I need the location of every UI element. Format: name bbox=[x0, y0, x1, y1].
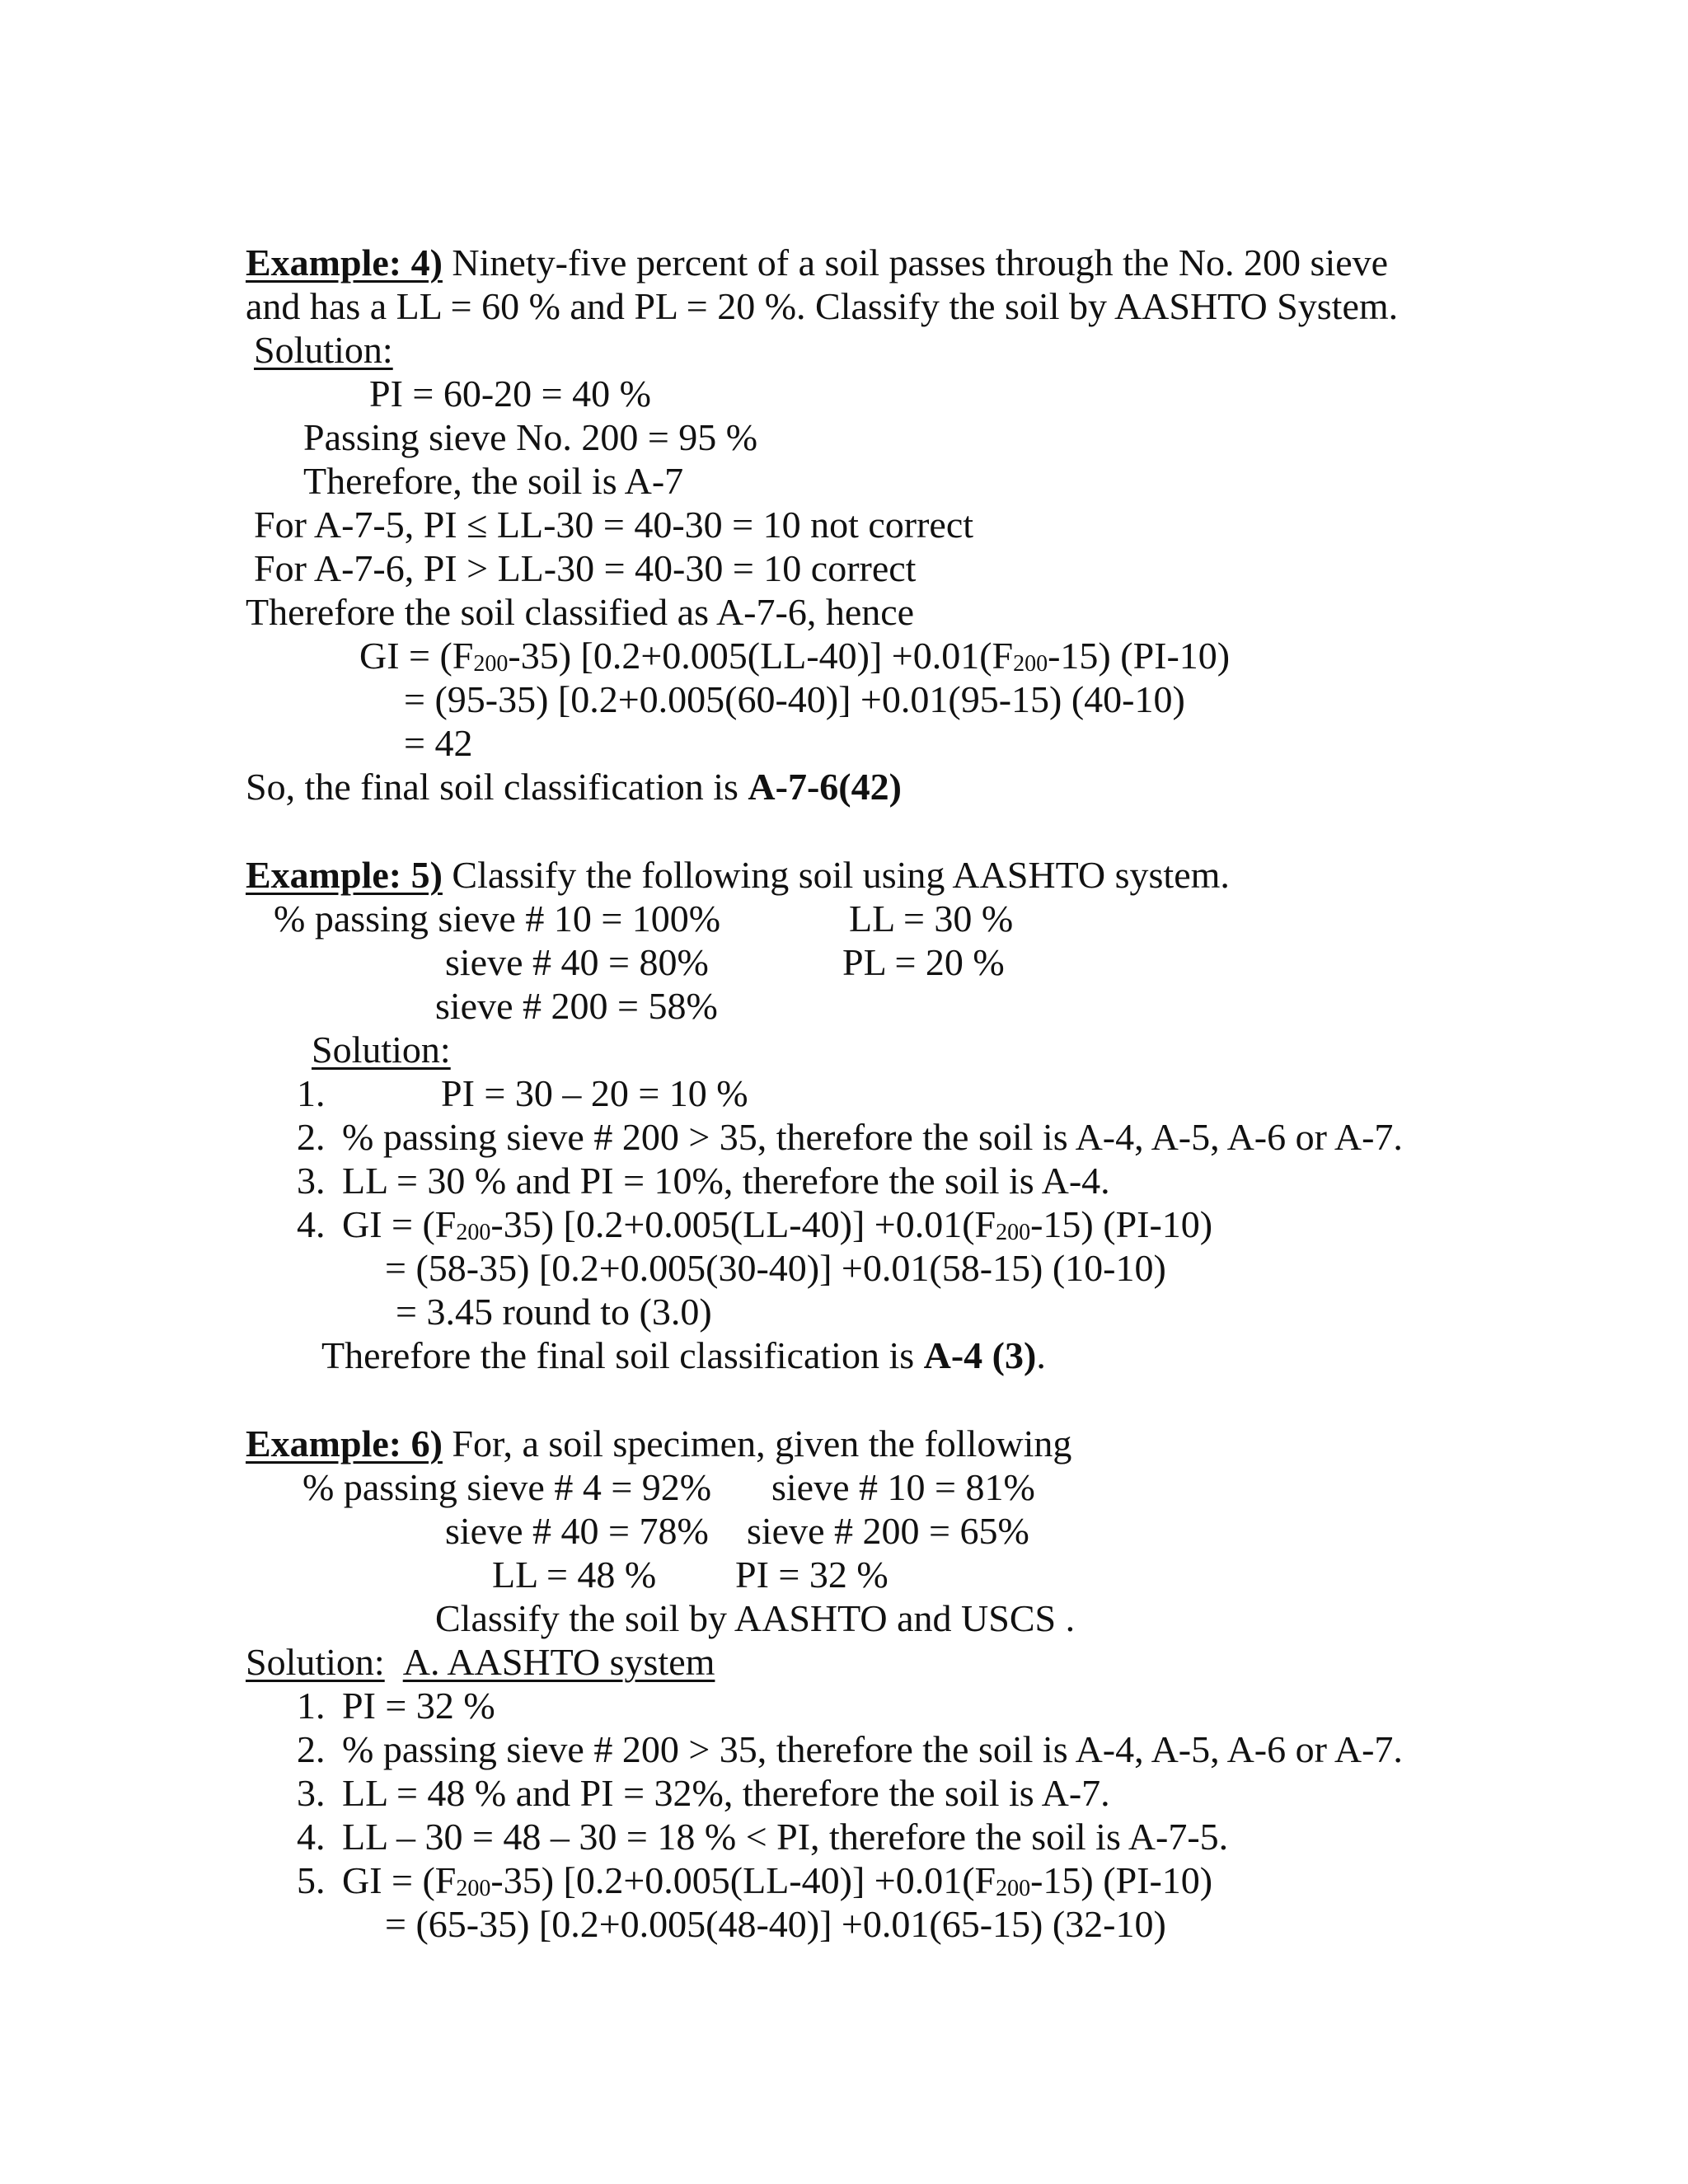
example-4-gi-result: = 42 bbox=[404, 722, 473, 764]
example-4-heading: Example: 4) bbox=[246, 241, 443, 284]
gi-formula-part: -15) (PI-10) bbox=[1030, 1203, 1213, 1245]
example-5-gi-substitution: = (58-35) [0.2+0.005(30-40)] +0.01(58-15) (10-10) bbox=[385, 1247, 1166, 1289]
example-5-line-1 bbox=[246, 853, 1230, 898]
example-5-step-4-number: 4. bbox=[297, 1203, 326, 1245]
example-5-pl: PL = 20 % bbox=[842, 941, 1005, 983]
example-6-sieve-10: sieve # 10 = 81% bbox=[771, 1466, 1035, 1508]
example-6-pi: PI = 32 % bbox=[735, 1554, 889, 1596]
example-6-ll: LL = 48 % bbox=[492, 1554, 657, 1596]
example-4-final bbox=[246, 765, 902, 809]
example-4-solution-label: Solution: bbox=[254, 329, 393, 371]
example-6-heading: Example: 6) bbox=[246, 1422, 443, 1465]
example-4-line-2: and has a LL = 60 % and PL = 20 %. Classify the soil by AASHTO System. bbox=[246, 285, 1399, 327]
gi-formula-part: -15) (PI-10) bbox=[1030, 1859, 1213, 1901]
gi-formula-part: -35) [0.2+0.005(LL-40)] +0.01(F bbox=[508, 635, 1014, 677]
example-6-sieve-40: sieve # 40 = 78% bbox=[445, 1510, 709, 1552]
example-4-gi-formula bbox=[359, 634, 1230, 678]
gi-subscript: 200 bbox=[1013, 651, 1048, 677]
example-5-text-1: Classify the following soil using AASHTO system. bbox=[442, 854, 1230, 896]
example-5-heading: Example: 5) bbox=[246, 854, 443, 896]
example-4-text-1: Ninety-five percent of a soil passes through the No. 200 sieve bbox=[442, 241, 1389, 284]
gi-subscript: 200 bbox=[996, 1220, 1031, 1245]
gi-subscript: 200 bbox=[473, 651, 509, 677]
gi-formula-part: -35) [0.2+0.005(LL-40)] +0.01(F bbox=[490, 1859, 996, 1901]
gi-formula-part: GI = (F bbox=[359, 635, 474, 677]
gi-subscript: 200 bbox=[456, 1220, 491, 1245]
example-6-classify: Classify the soil by AASHTO and USCS . bbox=[435, 1597, 1076, 1639]
gi-formula-part: GI = (F bbox=[342, 1859, 457, 1901]
final-classification: A-4 (3) bbox=[923, 1334, 1037, 1376]
example-5-solution-label: Solution: bbox=[312, 1029, 451, 1071]
example-5-step-3: LL = 30 % and PI = 10%, therefore the soil is A-4. bbox=[342, 1160, 1110, 1202]
example-6-step-4-number: 4. bbox=[297, 1816, 326, 1858]
example-5-sieve-200: sieve # 200 = 58% bbox=[435, 985, 718, 1027]
example-4-therefore: Therefore, the soil is A-7 bbox=[303, 460, 684, 502]
final-text: So, the final soil classification is bbox=[246, 766, 748, 808]
example-6-step-4: LL – 30 = 48 – 30 = 18 % < PI, therefore the soil is A-7-5. bbox=[342, 1816, 1229, 1858]
example-6-line-1 bbox=[246, 1422, 1071, 1466]
example-6-text-1: For, a soil specimen, given the following bbox=[442, 1422, 1072, 1465]
example-4-a76-check: For A-7-6, PI > LL-30 = 40-30 = 10 correct bbox=[254, 547, 917, 589]
example-5-step-2: % passing sieve # 200 > 35, therefore the soil is A-4, A-5, A-6 or A-7. bbox=[342, 1116, 1403, 1158]
example-6-system-label: A. AASHTO system bbox=[402, 1641, 715, 1683]
example-5-gi-result: = 3.45 round to (3.0) bbox=[396, 1291, 712, 1333]
example-4-classified: Therefore the soil classified as A-7-6, hence bbox=[246, 591, 915, 633]
example-6-solution-label: Solution: bbox=[246, 1641, 385, 1683]
gi-formula-part: GI = (F bbox=[342, 1203, 457, 1245]
example-4-pi: PI = 60-20 = 40 % bbox=[369, 373, 651, 415]
example-6-step-1-number: 1. bbox=[297, 1685, 326, 1727]
example-6-step-5-number: 5. bbox=[297, 1859, 326, 1901]
example-5-ll: LL = 30 % bbox=[849, 898, 1014, 940]
gi-subscript: 200 bbox=[996, 1876, 1031, 1901]
gi-subscript: 200 bbox=[456, 1876, 491, 1901]
example-6-sieve-4: % passing sieve # 4 = 92% bbox=[302, 1466, 712, 1508]
example-4-line-1 bbox=[246, 241, 1388, 285]
example-5-gi-formula bbox=[342, 1202, 1212, 1247]
example-5-step-1-number: 1. bbox=[297, 1072, 326, 1114]
example-6-step-2-number: 2. bbox=[297, 1728, 326, 1770]
example-5-sieve-10: % passing sieve # 10 = 100% bbox=[274, 898, 721, 940]
gi-formula-part: -35) [0.2+0.005(LL-40)] +0.01(F bbox=[490, 1203, 996, 1245]
example-6-step-2: % passing sieve # 200 > 35, therefore the soil is A-4, A-5, A-6 or A-7. bbox=[342, 1728, 1403, 1770]
example-5-step-2-number: 2. bbox=[297, 1116, 326, 1158]
example-5-final bbox=[321, 1333, 1046, 1378]
example-6-solution-line bbox=[246, 1640, 715, 1685]
final-text: Therefore the final soil classification is bbox=[321, 1334, 924, 1376]
example-6-step-1: PI = 32 % bbox=[342, 1685, 495, 1727]
final-classification: A-7-6(42) bbox=[748, 766, 902, 808]
example-4-a75-check: For A-7-5, PI ≤ LL-30 = 40-30 = 10 not correct bbox=[254, 504, 974, 546]
example-4-passing: Passing sieve No. 200 = 95 % bbox=[303, 416, 758, 458]
final-period: . bbox=[1036, 1334, 1046, 1376]
example-4-gi-substitution: = (95-35) [0.2+0.005(60-40)] +0.01(95-15) (40-10) bbox=[404, 678, 1185, 720]
example-6-step-3: LL = 48 % and PI = 32%, therefore the soil is A-7. bbox=[342, 1772, 1110, 1814]
gi-formula-part: -15) (PI-10) bbox=[1048, 635, 1231, 677]
example-6-sieve-200: sieve # 200 = 65% bbox=[747, 1510, 1029, 1552]
example-5-step-3-number: 3. bbox=[297, 1160, 326, 1202]
example-6-step-3-number: 3. bbox=[297, 1772, 326, 1814]
example-6-gi-formula bbox=[342, 1858, 1212, 1903]
example-5-sieve-40: sieve # 40 = 80% bbox=[445, 941, 709, 983]
example-6-gi-substitution: = (65-35) [0.2+0.005(48-40)] +0.01(65-15) (32-10) bbox=[385, 1903, 1166, 1945]
example-5-step-1: PI = 30 – 20 = 10 % bbox=[441, 1072, 748, 1114]
